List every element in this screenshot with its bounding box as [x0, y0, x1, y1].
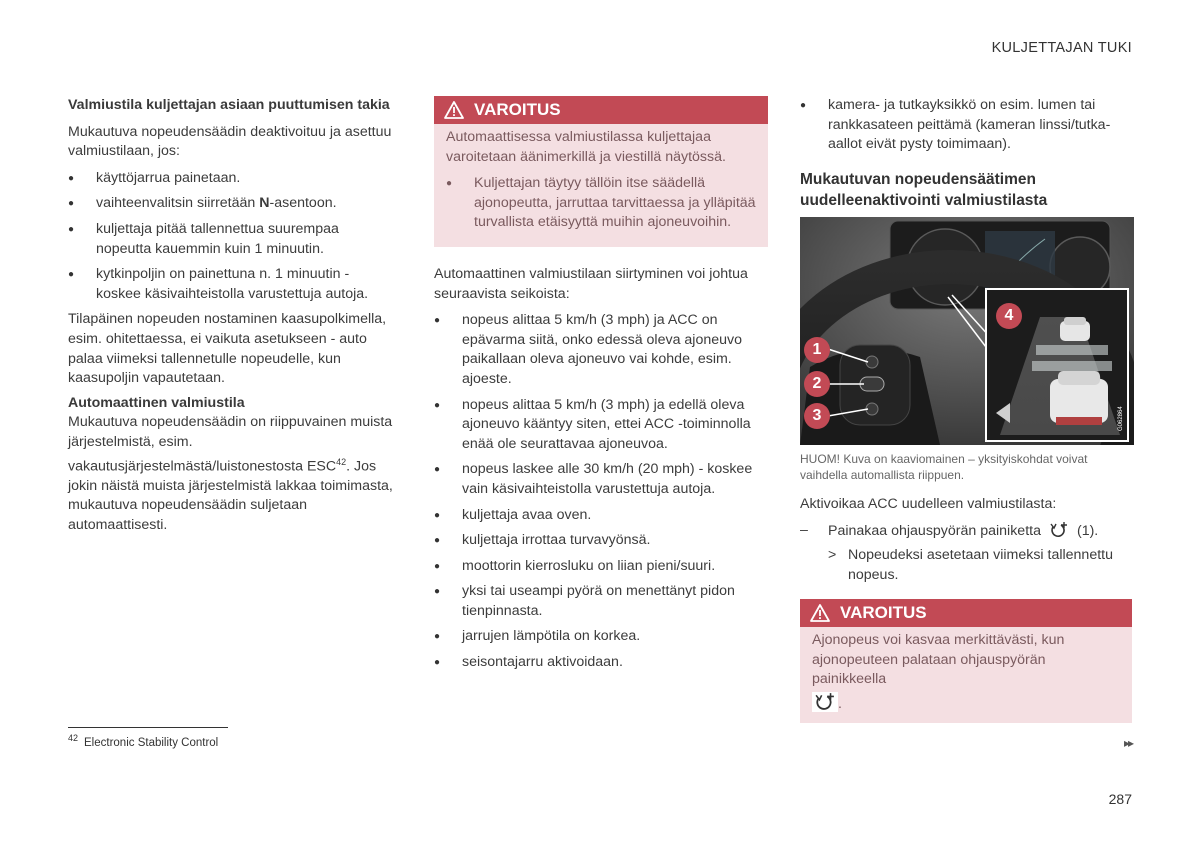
column-3: [800, 96, 1132, 741]
figure-caption: HUOM! Kuva on kaaviomainen – yksityiskohdat voivat vaihdella automallista riippuen.: [800, 451, 1088, 482]
steering-wheel-image: [800, 217, 1134, 445]
list-item: ● nopeus alittaa 5 km/h (3 mph) ja edellä oleva ajoneuvo kääntyy siten, ettei ACC -toiminnolla enää ole seurattavaa ajoneuvoa.: [434, 396, 768, 455]
list-item: ● kamera- ja tutkayksikkö on esim. lumen tai rankkasateen peittämä (kameran linssi/tutka-aallot eivät pysty toimimaan).: [800, 96, 1132, 155]
bullet-list-causes: [434, 311, 768, 673]
callout-3: 3: [804, 403, 830, 429]
warning-triangle-icon: [444, 101, 464, 119]
list-item: ● seisontajarru aktivoidaan.: [434, 653, 768, 673]
warning-triangle-icon: [810, 604, 830, 622]
steering-wheel-illustration: [800, 217, 1134, 445]
list-item: ● kuljettaja irrottaa turvavyönsä.: [434, 531, 768, 551]
list-item: ● käyttöjarrua painetaan.: [68, 169, 398, 189]
page-number: 287: [1108, 791, 1132, 807]
warning-box-2: [800, 599, 1132, 722]
footnote-divider: [68, 727, 228, 728]
callout-4: 4: [996, 303, 1022, 329]
paragraph-reactivate: Aktivoikaa ACC uudelleen valmiustilasta:: [800, 495, 1057, 512]
subheading-automatic-standby: Automaattinen valmiustila: [68, 394, 245, 411]
warning-header: [434, 96, 768, 124]
warning-list: [446, 174, 758, 233]
instruction-step: – Painakaa ohjauspyörän painiketta (1).: [800, 521, 1132, 542]
footnote: $^{42}$ Electronic Stability Control: [68, 733, 219, 749]
list-item: ● nopeus laskee alle 30 km/h (20 mph) - koskee vain käsivaihteistolla varustettuja autoja.: [434, 460, 768, 499]
resume-button-icon: [1049, 521, 1069, 539]
instruction-result: > Nopeudeksi asetetaan viimeksi tallennettu nopeus.: [800, 546, 1132, 585]
warning-text: Automaattisessa valmiustilassa kuljettajaa varoitetaan äänimerkillä ja viestillä näytössä.: [446, 129, 726, 165]
column-2: [434, 96, 768, 679]
list-item: ● yksi tai useampi pyörä on menettänyt pidon tienpinnasta.: [434, 582, 768, 621]
list-item: ● kuljettaja pitää tallennettua suurempaa nopeutta kauemmin kuin 1 minuutin.: [68, 220, 398, 259]
list-item: ● Kuljettajan täytyy tällöin itse säädellä ajonopeutta, jarruttaa tarvittaessa ja ylläpitää turvallista etäisyyttä muihin ajoneuvoihin.: [446, 174, 758, 233]
paragraph-automatic-standby: Mukautuva nopeudensäädin on riippuvainen muista järjestelmistä, esim. vakautusjärjestelmästä/luistonestosta ESC$^{42}$. Jos jokin näistä muista järjestelmistä lakkaa toimimasta, mukautuva nopeudensäädin suljetaan automaattisesti.: [68, 414, 393, 534]
warning-title: VAROITUS: [474, 100, 561, 119]
speed-readout: 76: [933, 259, 957, 282]
footnote-ref[interactable]: 42: [336, 456, 347, 467]
list-item: ● vaihteenvalitsin siirretään N-asentoon.: [68, 194, 398, 214]
list-item: ● kuljettaja avaa oven.: [434, 506, 768, 526]
paragraph-intro: Mukautuva nopeudensäädin deaktivoituu ja asettuu valmiustilaan, jos:: [68, 123, 392, 160]
list-item: ● jarrujen lämpötila on korkea.: [434, 627, 768, 647]
resume-button-icon: [812, 692, 838, 712]
list-item: ● moottorin kierrosluku on liian pieni/suuri.: [434, 557, 768, 577]
subheading-standby-intervention: Valmiustila kuljettajan asiaan puuttumisen takia: [68, 97, 390, 113]
warning-box: [434, 96, 768, 247]
figure-code: G062864: [1118, 406, 1124, 431]
warning-header: [800, 599, 1132, 627]
bullet-list-continued: [800, 96, 1132, 155]
warning-title: VAROITUS: [840, 603, 927, 623]
list-item: ● nopeus alittaa 5 km/h (3 mph) ja ACC on epävarma siitä, onko edessä oleva ajoneuvo paikallaan oleva ajoneuvo vai kohde, esim. ajoeste.: [434, 311, 768, 389]
callout-1: 1: [804, 337, 830, 363]
paragraph-temporary-speed: Tilapäinen nopeuden nostaminen kaasupolkimella, esim. ohitettaessa, ei vaikuta asetukseen - auto palaa viimeksi tallennetulle nopeudelle, kun kaasupoljin vapautetaan.: [68, 311, 387, 387]
column-1: [68, 96, 398, 543]
section-heading-reactivation: Mukautuvan nopeudensäätimen uudelleenaktivointi valmiustilasta: [800, 170, 1048, 209]
warning-body: [434, 124, 768, 247]
section-header: KULJETTAJAN TUKI: [991, 40, 1132, 56]
warning-body: Ajonopeus voi kasvaa merkittävästi, kun ajonopeuteen palataan ohjauspyörän painikkeella .: [812, 632, 1065, 712]
next-page-arrows-icon[interactable]: ▸▸: [1123, 736, 1132, 750]
list-item: ● kytkinpoljin on painettuna n. 1 minuutin - koskee käsivaihteistolla varustettuja autoja.: [68, 265, 398, 304]
bullet-list-deactivation: [68, 169, 398, 305]
paragraph-auto-standby-causes: Automaattinen valmiustilaan siirtyminen voi johtua seuraavista seikoista:: [434, 265, 748, 302]
callout-2: 2: [804, 371, 830, 397]
